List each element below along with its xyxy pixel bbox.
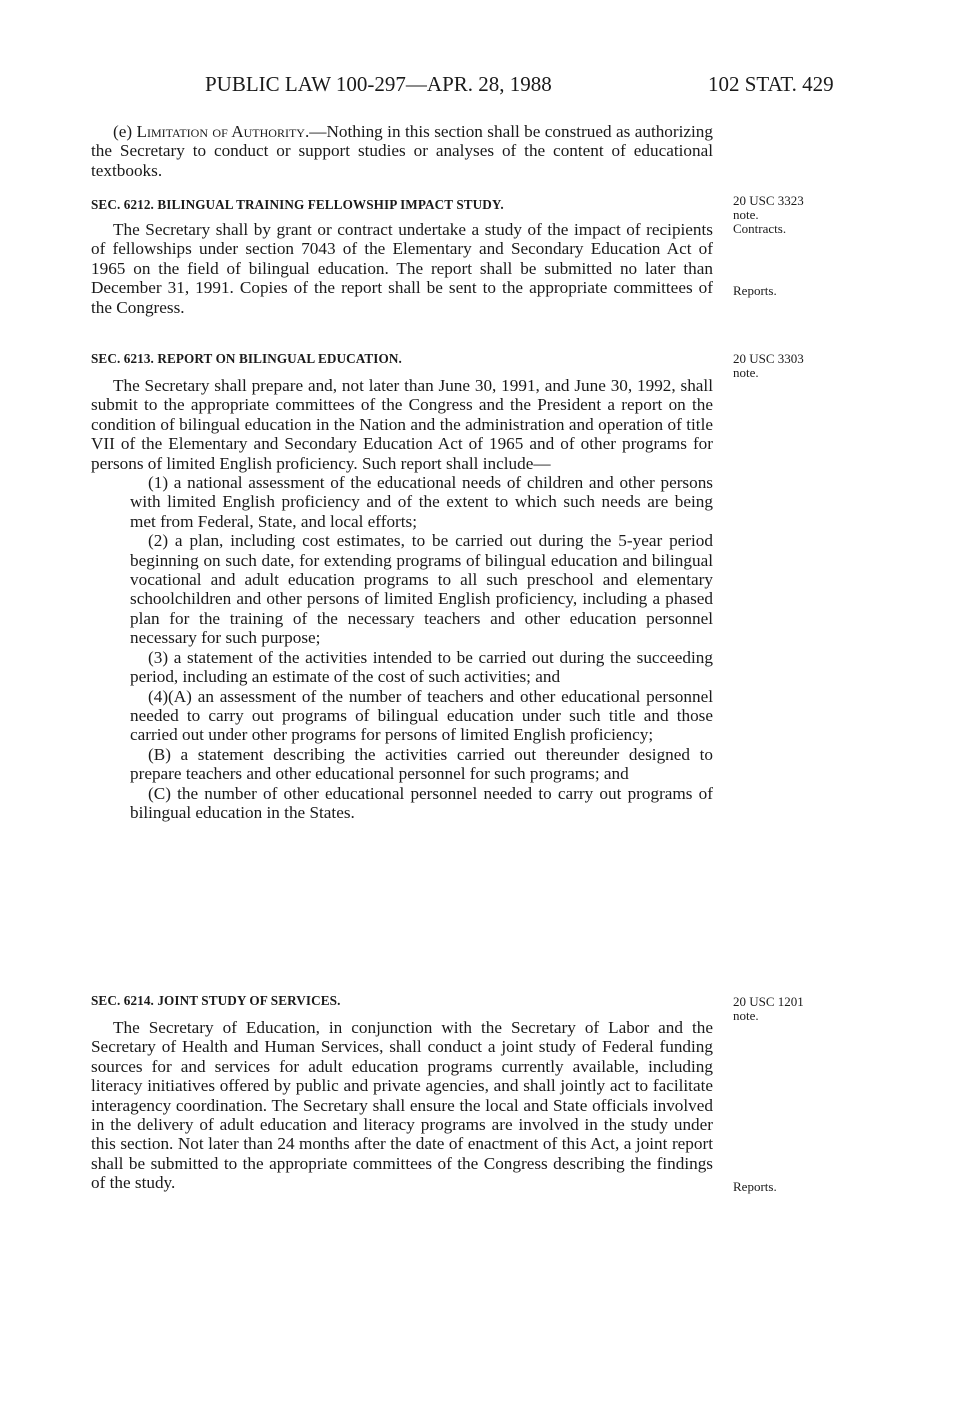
public-law-title: PUBLIC LAW 100-297—APR. 28, 1988	[205, 72, 552, 96]
margin-note-reports-6214: Reports.	[733, 1179, 777, 1194]
contracts-note: Contracts.	[733, 221, 787, 236]
margin-note-usc-1201	[733, 995, 853, 1023]
section-6213-intro: The Secretary shall prepare and, not later than June 30, 1991, and June 30, 1992, shall submit to the appropriate committees of the Congress and the President a report on the condition of bilingual education in the Nation and the administration and operation of title VII of the Elementary and Secondary Education Act of 1965 and of other programs for persons of limited English proficiency. Such report shall include—	[91, 376, 713, 473]
margin-note-usc-3323	[733, 194, 853, 236]
margin-note-reports-6212: Reports.	[733, 283, 777, 298]
margin-note-usc-3303	[733, 352, 853, 380]
paragraph-e-label: (e)	[113, 122, 133, 141]
usc-citation: 20 USC 3323	[733, 193, 804, 208]
usc-note: note.	[733, 365, 759, 380]
section-6214-body	[91, 1018, 713, 1193]
statute-page-number: 102 STAT. 429	[708, 72, 834, 96]
list-item: (C) the number of other educational personnel needed to carry out programs of bilingual education in the States.	[130, 783, 713, 822]
section-6214-heading: SEC. 6214. JOINT STUDY OF SERVICES.	[91, 993, 341, 1008]
section-6212-heading: SEC. 6212. BILINGUAL TRAINING FELLOWSHIP IMPACT STUDY.	[91, 197, 504, 212]
usc-note: note.	[733, 207, 759, 222]
list-item: (4)(A) an assessment of the number of teachers and other educational personnel needed to carry out programs of bilingual education under such title and those carried out under other programs for persons of limited English proficiency;	[130, 686, 713, 745]
paragraph-e-text	[91, 122, 713, 180]
section-6213-heading: SEC. 6213. REPORT ON BILINGUAL EDUCATION.	[91, 351, 402, 366]
section-6214-text: The Secretary of Education, in conjunction with the Secretary of Labor and the Secretary of Health and Human Services, shall conduct a joint study of Federal funding sources for and services for adult education programs currently available, including literacy initiatives offered by public and private agencies, and shall jointly act to facilitate interagency coordination. The Secretary shall ensure the local and State officials involved in the delivery of adult education and literacy programs are involved in the study under this section. Not later than 24 months after the date of enactment of this Act, a joint report shall be submitted to the appropriate committees of the Congress describing the findings of the study.	[91, 1018, 713, 1193]
list-item: (1) a national assessment of the educational needs of children and other persons with limited English proficiency and of the extent to which such needs are being met from Federal, State, and local efforts;	[130, 473, 713, 531]
list-item: (3) a statement of the activities intended to be carried out during the succeeding period, including an estimate of the cost of such activities; and	[130, 647, 713, 687]
section-6212-text: The Secretary shall by grant or contract undertake a study of the impact of recipients of fellowships under section 7043 of the Elementary and Secondary Education Act of 1965 on the field of bilingual education. The report shall be submitted no later than December 31, 1991. Copies of the report shall be sent to the appropriate committees of the Congress.	[91, 220, 713, 317]
paragraph-e-body: .—Nothing in this section shall be construed as authorizing the Secretary to conduct or support studies or analyses of the content of educational textbooks.	[91, 122, 713, 180]
running-header	[0, 72, 953, 100]
usc-note: note.	[733, 1008, 759, 1023]
list-item: (B) a statement describing the activities carried out thereunder designed to prepare teachers and other educational personnel for such programs; and	[130, 744, 713, 784]
section-6212-body	[91, 220, 713, 317]
usc-citation: 20 USC 1201	[733, 994, 804, 1009]
section-6213-body	[91, 376, 713, 822]
list-item: (2) a plan, including cost estimates, to be carried out during the 5-year period beginning on such date, for extending programs of bilingual education and bilingual vocational and adult education programs to all such preschool and elementary schoolchildren and other persons of limited English proficiency, including a phased plan for the training of the necessary teachers and other education personnel necessary for such purpose;	[130, 531, 713, 648]
paragraph-e	[91, 122, 713, 180]
usc-citation: 20 USC 3303	[733, 351, 804, 366]
paragraph-e-subhead: Limitation of Authority	[136, 122, 305, 141]
